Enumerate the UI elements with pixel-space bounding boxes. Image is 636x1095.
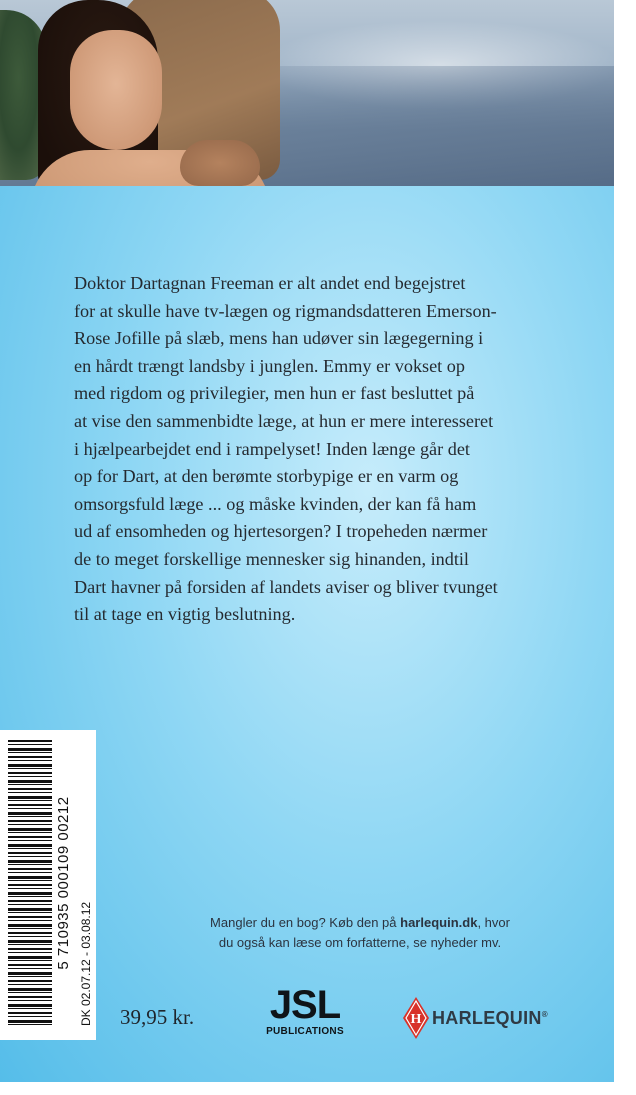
jsl-logo [262,983,348,1037]
blurb-line: til at tage en vigtig beslutning. [74,604,296,625]
blurb-line: op for Dart, at den berømte storbypige er en varm og [74,466,459,487]
price-label: 39,95 kr. [120,1005,195,1029]
cover-photo [0,0,614,186]
harlequin-wordmark [432,1008,548,1029]
blurb-line: Dart havner på forsiden af landets aviser og bliver tvunget [74,576,498,597]
blurb-line: for at skulle have tv-lægen og rigmandsdatteren Emerson- [74,300,497,321]
blurb-line: Rose Jofille på slæb, mens han udøver sin lægegerning i [74,328,484,349]
registered-mark: ® [541,1010,548,1019]
barcode-panel [0,730,96,1040]
harlequin-diamond-icon [402,996,430,1040]
blurb-line: Doktor Dartagnan Freeman er alt andet end begejstret [74,273,466,293]
jsl-logo-name: JSL [269,983,341,1027]
harlequin-wordmark-text: HARLEQUIN [432,1008,542,1028]
promo-site-link[interactable]: harlequin.dk [400,915,478,930]
blurb-line: i hjælpearbejdet end i rampelyset! Inden længe går det [74,438,470,459]
promo-text [190,913,530,953]
back-cover-blurb [74,270,570,629]
barcode-digits: 5 710935 000109 00212 [55,796,72,970]
blurb-line: med rigdom og privilegier, men hun er fast besluttet på [74,383,475,404]
hand-on-shoulder [180,140,260,186]
blurb-line: omsorgsfuld læge ... og måske kvinden, der kan få ham [74,493,477,514]
harlequin-logo [402,996,572,1040]
blurb-line: de to meget forskellige mennesker sig hinanden, indtil [74,548,469,569]
blurb-line: at vise den sammenbidte læge, at hun er mere interesseret [74,410,494,431]
blurb-line: en hårdt trængt landsby i junglen. Emmy er vokset op [74,355,465,376]
harlequin-diamond-letter: H [410,1012,422,1027]
barcode-code: DK 02.07.12 - 03.08.12 [79,901,93,1026]
promo-line-1 [190,913,530,933]
blurb-line: ud af ensomheden og hjertesorgen? I tropeheden nærmer [74,521,488,542]
promo-suffix: , hvor [477,915,510,930]
woman-face [70,30,162,150]
promo-prefix: Mangler du en bog? Køb den på [210,915,401,930]
promo-line-2: du også kan læse om forfatterne, se nyheder mv. [218,935,502,950]
barcode-bars [8,740,52,1026]
jsl-logo-sub: PUBLICATIONS [266,1026,344,1037]
